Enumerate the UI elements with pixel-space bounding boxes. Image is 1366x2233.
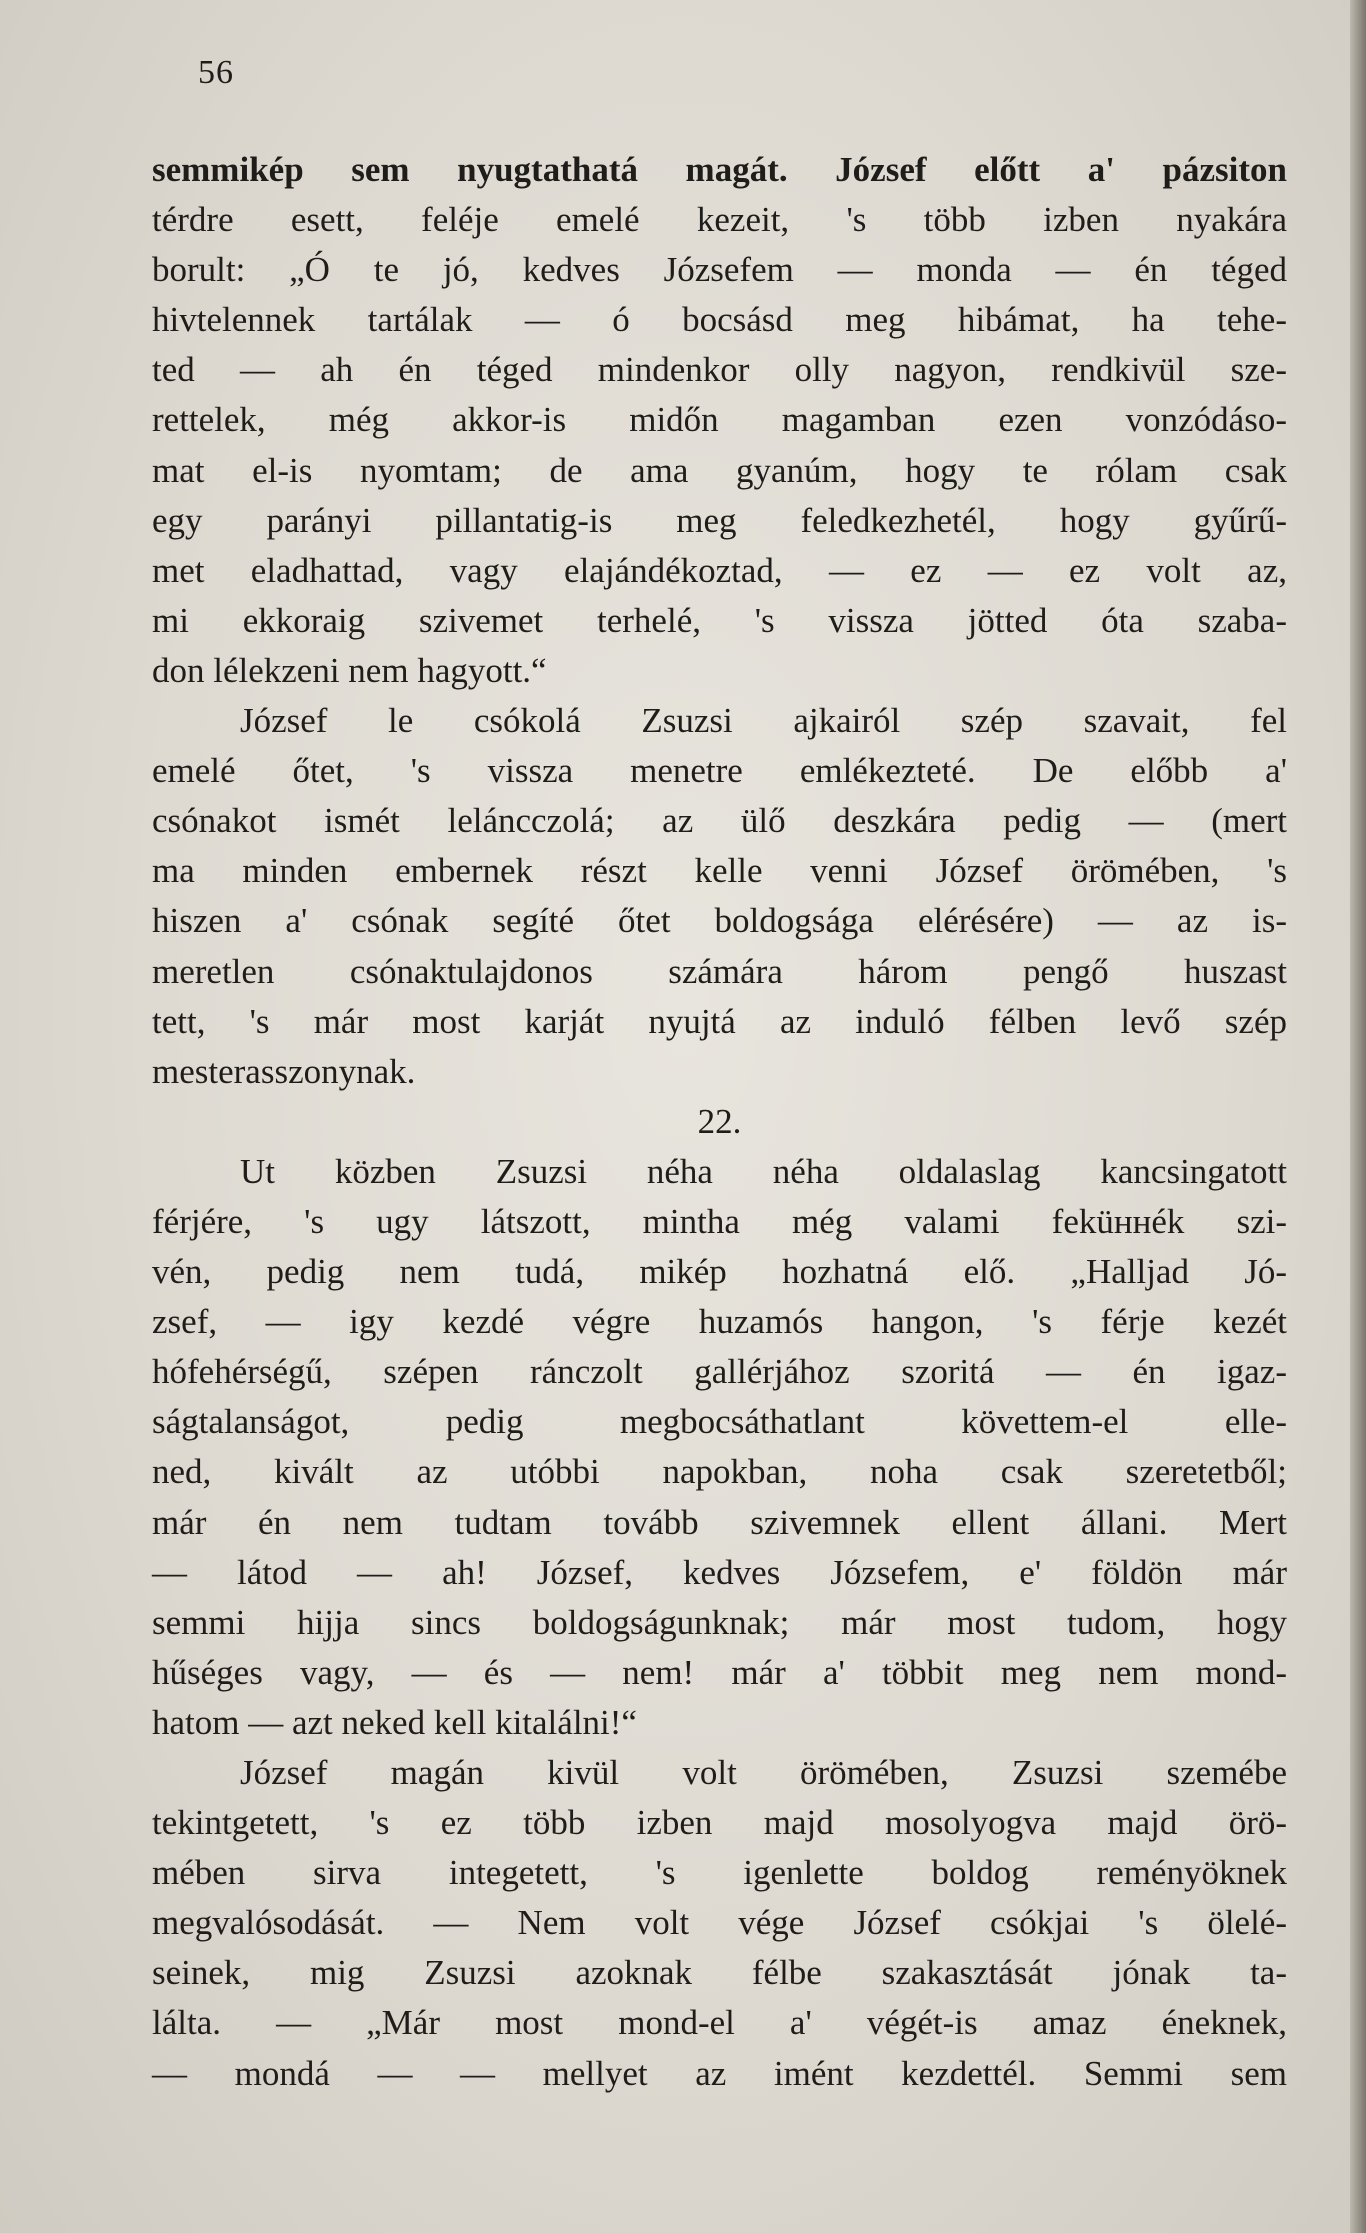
text-line: már én nem tudtam tovább szivemnek ellent állani. Mert — [152, 1502, 1287, 1542]
text-line: — mondá — — mellyet az imént kezdettél. Semmi sem — [152, 2053, 1287, 2093]
text-line: lálta. — „Már most mond-el a' végét-is amaz éneknek, — [152, 2003, 1287, 2043]
text-line: hófehérségű, szépen ránczolt gallérjához szoritá — én igaz- — [152, 1352, 1287, 1392]
text-line: hiszen a' csónak segíté őtet boldogsága elérésére) — az is- — [152, 901, 1287, 941]
text-line: rettelek, még akkor-is midőn magamban ezen vonzódáso- — [152, 400, 1287, 440]
text-line: hivtelennek tartálak — ó bocsásd meg hibámat, ha tehe- — [152, 300, 1287, 340]
section-number: 22. — [697, 1101, 742, 1141]
text-line: mesterasszonynak. — [152, 1051, 416, 1091]
text-line: emelé őtet, 's vissza menetre emlékezteté. De előbb a' — [152, 751, 1287, 791]
text-line: tekintgetett, 's ez több izben majd mosolyogva majd örö- — [152, 1803, 1287, 1843]
text-line: térdre esett, feléje emelé kezeit, 's több izben nyakára — [152, 200, 1287, 240]
text-line: csónakot ismét leláncczolá; az ülő deszkára pedig — (mert — [152, 801, 1287, 841]
text-line: vén, pedig nem tudá, mikép hozhatná elő. „Halljad Jó- — [152, 1252, 1287, 1292]
text-line: tett, 's már most karját nyujtá az induló félben levő szép — [152, 1001, 1287, 1041]
body-text — [152, 145, 1287, 2099]
text-line: megvalósodását. — Nem volt vége József csókjai 's ölelé- — [152, 1903, 1287, 1943]
text-line: meretlen csónaktulajdonos számára három pengő huszast — [152, 951, 1287, 991]
text-line: mat el-is nyomtam; de ama gyanúm, hogy te rólam csak — [152, 450, 1287, 490]
text-line: — látod — ah! József, kedves Józsefem, e' földön már — [152, 1552, 1287, 1592]
text-line: József magán kivül volt örömében, Zsuzsi szemébe — [240, 1753, 1287, 1792]
page-number: 56 — [198, 54, 234, 91]
text-line: ned, kivált az utóbbi napokban, noha csak szeretetből; — [152, 1452, 1287, 1492]
text-line: ma minden embernek részt kelle venni József örömében, 's — [152, 851, 1287, 891]
text-line: ted — ah én téged mindenkor olly nagyon, rendkivül sze- — [152, 350, 1287, 390]
text-line: zsef, — igy kezdé végre huzamós hangon, 's férje kezét — [152, 1302, 1287, 1342]
text-line: hatom — azt neked kell kitalálni!“ — [152, 1702, 637, 1742]
text-line: seinek, mig Zsuzsi azoknak félbe szakasztását jónak ta- — [152, 1953, 1287, 1993]
text-line: ságtalanságot, pedig megbocsáthatlant követtem-el elle- — [152, 1402, 1287, 1442]
text-line: borult: „Ó te jó, kedves Józsefem — monda — én téged — [152, 250, 1287, 290]
text-line: férjére, 's ugy látszott, mintha még valami feküннék szi- — [152, 1201, 1287, 1241]
book-spine-shadow — [1350, 0, 1366, 2233]
text-line: mi ekkoraig szivemet terhelé, 's vissza jötted óta szaba- — [152, 600, 1287, 640]
text-line: mében sirva integetett, 's igenlette boldog reményöknek — [152, 1853, 1287, 1893]
text-line: semmikép sem nyugtathatá magát. József előtt a' pázsiton — [152, 150, 1287, 189]
text-line: Ut közben Zsuzsi néha néha oldalaslag kancsingatott — [240, 1151, 1287, 1191]
text-line: hűséges vagy, — és — nem! már a' többit meg nem mond- — [152, 1652, 1287, 1692]
text-line: semmi hijja sincs boldogságunknak; már most tudom, hogy — [152, 1602, 1287, 1642]
text-line: met eladhattad, vagy elajándékoztad, — ez — ez volt az, — [152, 550, 1287, 590]
text-line: egy parányi pillantatig-is meg feledkezhetél, hogy gyűrű- — [152, 500, 1287, 540]
text-line: don lélekzeni nem hagyott.“ — [152, 650, 547, 690]
text-line: József le csókolá Zsuzsi ajkairól szép szavait, fel — [240, 701, 1287, 741]
